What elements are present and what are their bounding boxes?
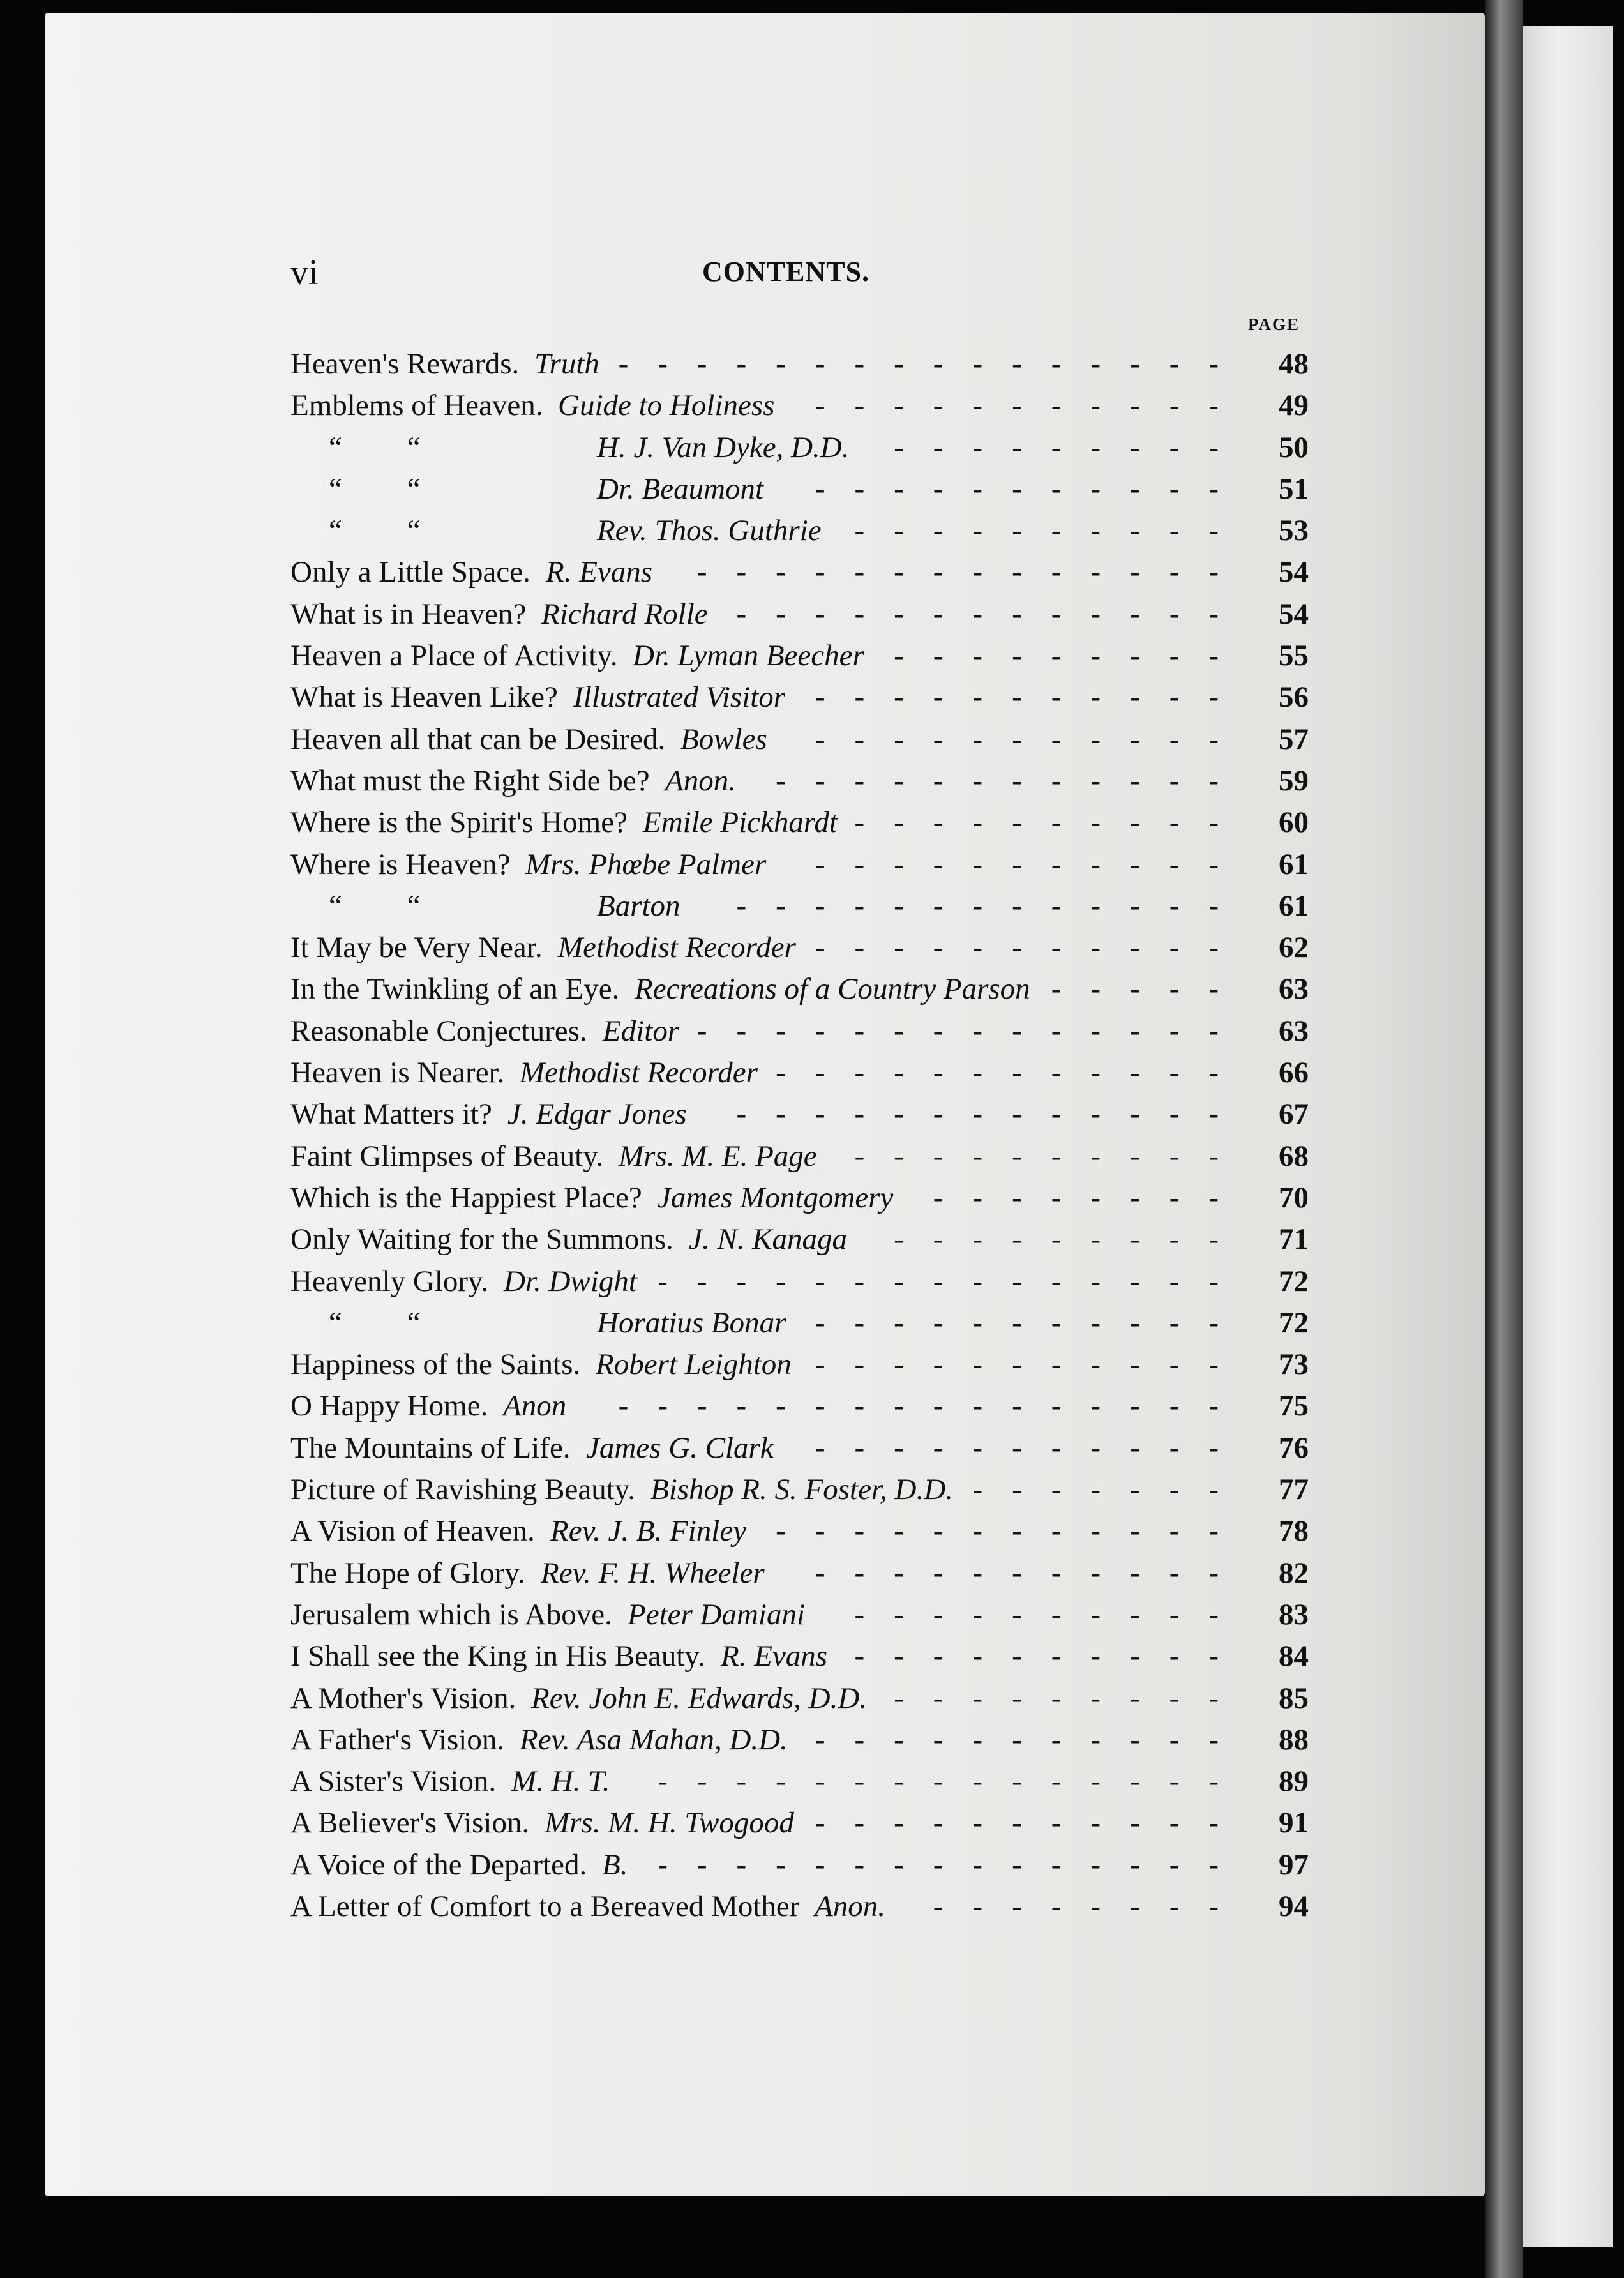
- dot-leader: -----------: [815, 389, 1248, 423]
- dot-leader: -----------: [815, 847, 1248, 881]
- entry-author: Anon: [503, 1389, 567, 1423]
- entry-page-number: 88: [1279, 1723, 1309, 1756]
- entry-title: A Mother's Vision.: [290, 1681, 516, 1715]
- entry-page-number: 56: [1279, 681, 1309, 714]
- entry-title: Faint Glimpses of Beauty.: [290, 1139, 604, 1173]
- dot-leader: -----------: [815, 722, 1248, 756]
- entry-author: R. Evans: [721, 1640, 828, 1673]
- dot-leader: ----------: [854, 1640, 1248, 1673]
- entry-author: James G. Clark: [586, 1431, 774, 1465]
- entry-title: Heavenly Glory.: [290, 1264, 489, 1298]
- dot-leader: ---------: [894, 639, 1248, 673]
- entry-title: Heaven's Rewards.: [290, 347, 520, 381]
- entry-title: A Believer's Vision.: [290, 1806, 530, 1840]
- entry-page-number: 53: [1279, 514, 1309, 548]
- dot-leader: ------------: [776, 764, 1248, 797]
- entry-author: Richard Rolle: [541, 597, 708, 631]
- entry-page-number: 67: [1279, 1098, 1309, 1131]
- entry-ditto-mark: “ “: [329, 430, 421, 464]
- entry-page-number: 78: [1279, 1514, 1309, 1548]
- entry-title: It May be Very Near.: [290, 931, 543, 965]
- dot-leader: --------------: [696, 1014, 1248, 1048]
- dot-leader: ---------------: [658, 1848, 1248, 1882]
- dot-leader: ----------: [854, 1597, 1248, 1631]
- book-gutter: [1485, 0, 1523, 2278]
- entry-author: Dr. Lyman Beecher: [633, 639, 864, 673]
- toc-entry: [290, 1678, 1309, 1719]
- entry-title: Heaven is Nearer.: [290, 1056, 505, 1090]
- toc-entry: [290, 1636, 1309, 1677]
- toc-entry: [290, 343, 1309, 385]
- entry-title: What is in Heaven?: [290, 597, 527, 631]
- entry-title: Happiness of the Saints.: [290, 1348, 581, 1382]
- toc-entry: [290, 969, 1309, 1010]
- toc-entry: [290, 1052, 1309, 1094]
- dot-leader: ---------: [894, 430, 1248, 464]
- dot-leader: ----------------: [618, 347, 1248, 381]
- toc-entry: [290, 1261, 1309, 1302]
- entry-page-number: 50: [1279, 430, 1309, 464]
- entry-page-number: 89: [1279, 1765, 1309, 1799]
- entry-author: Robert Leighton: [596, 1348, 792, 1382]
- running-head: CONTENTS.: [702, 256, 870, 287]
- toc-entry: [290, 594, 1309, 635]
- toc-entry: [290, 802, 1309, 843]
- dot-leader: -----------: [815, 1348, 1248, 1382]
- toc-entry: [290, 1136, 1309, 1177]
- entry-author: Emile Pickhardt: [643, 806, 838, 840]
- dot-leader: ------------: [776, 1056, 1248, 1090]
- entry-title: The Mountains of Life.: [290, 1431, 571, 1465]
- entry-page-number: 49: [1279, 389, 1309, 423]
- entry-page-number: 85: [1279, 1681, 1309, 1715]
- entry-title: Only Waiting for the Summons.: [290, 1223, 673, 1256]
- entry-page-number: 72: [1279, 1306, 1309, 1339]
- dot-leader: -------------: [736, 889, 1248, 923]
- entry-title: Where is the Spirit's Home?: [290, 806, 628, 840]
- dot-leader: -----------: [815, 1806, 1248, 1840]
- entry-page-number: 57: [1279, 722, 1309, 756]
- toc-entry: [290, 1177, 1309, 1219]
- entry-page-number: 51: [1279, 472, 1309, 506]
- dot-leader: -------------: [736, 597, 1248, 631]
- dot-leader: -----------: [815, 1556, 1248, 1590]
- entry-author: Recreations of a Country Parson: [635, 972, 1030, 1006]
- entry-page-number: 77: [1279, 1473, 1309, 1507]
- entry-title: Only a Little Space.: [290, 555, 530, 589]
- entry-author: Rev. J. B. Finley: [550, 1514, 747, 1548]
- entry-page-number: 91: [1279, 1806, 1309, 1840]
- entry-author: Editor: [603, 1014, 680, 1048]
- toc-entry: [290, 677, 1309, 718]
- entry-page-number: 97: [1279, 1848, 1309, 1882]
- dot-leader: ------------: [776, 1514, 1248, 1548]
- toc-entry: [290, 1385, 1309, 1427]
- entry-author: Dr. Beaumont: [597, 472, 764, 506]
- entry-title: O Happy Home.: [290, 1389, 488, 1423]
- entry-author: Mrs. M. E. Page: [619, 1139, 817, 1173]
- toc-entry: [290, 510, 1309, 552]
- entry-title: Picture of Ravishing Beauty.: [290, 1473, 635, 1507]
- entry-author: Anon.: [665, 764, 736, 797]
- entry-title: Heaven all that can be Desired.: [290, 722, 666, 756]
- dot-leader: ----------: [854, 1139, 1248, 1173]
- entry-page-number: 75: [1279, 1389, 1309, 1423]
- toc-entry: [290, 719, 1309, 760]
- entry-author: J. Edgar Jones: [508, 1098, 687, 1131]
- entry-title: Emblems of Heaven.: [290, 389, 543, 423]
- entry-page-number: 66: [1279, 1056, 1309, 1090]
- entry-page-number: 83: [1279, 1597, 1309, 1631]
- toc-entry: [290, 1219, 1309, 1260]
- toc-entry: [290, 469, 1309, 510]
- toc-entry: [290, 1302, 1309, 1344]
- entry-title: Where is Heaven?: [290, 847, 511, 881]
- entry-author: M. H. T.: [511, 1765, 610, 1799]
- toc-entry: [290, 385, 1309, 426]
- dot-leader: -----------: [815, 1723, 1248, 1756]
- toc-entry: [290, 1844, 1309, 1886]
- entry-page-number: 63: [1279, 1014, 1309, 1048]
- dot-leader: -----------: [815, 472, 1248, 506]
- entry-page-number: 82: [1279, 1556, 1309, 1590]
- entry-author: Illustrated Visitor: [573, 681, 786, 714]
- dot-leader: --------------: [696, 555, 1248, 589]
- toc-entry: [290, 1428, 1309, 1469]
- entry-title: A Vision of Heaven.: [290, 1514, 535, 1548]
- dot-leader: ---------------: [658, 1765, 1248, 1799]
- entry-author: Bishop R. S. Foster, D.D.: [650, 1473, 953, 1507]
- entry-ditto-mark: “ “: [329, 1306, 421, 1339]
- entry-title: What Matters it?: [290, 1098, 492, 1131]
- dot-leader: -----------: [815, 1306, 1248, 1339]
- entry-author: Rev. Thos. Guthrie: [597, 514, 822, 548]
- entry-title: A Father's Vision.: [290, 1723, 505, 1756]
- toc-entry: [290, 1344, 1309, 1385]
- entry-page-number: 62: [1279, 931, 1309, 965]
- entry-title: Jerusalem which is Above.: [290, 1597, 612, 1631]
- entry-page-number: 71: [1279, 1223, 1309, 1256]
- entry-page-number: 48: [1279, 347, 1309, 381]
- entry-author: Barton: [597, 889, 680, 923]
- entry-author: Mrs. M. H. Twogood: [545, 1806, 794, 1840]
- dot-leader: ----------: [854, 514, 1248, 548]
- entry-author: Rev. John E. Edwards, D.D.: [531, 1681, 868, 1715]
- entry-title: A Letter of Comfort to a Bereaved Mother: [290, 1889, 800, 1923]
- entry-author: Methodist Recorder: [520, 1056, 758, 1090]
- toc-entry: [290, 1553, 1309, 1594]
- entry-page-number: 72: [1279, 1264, 1309, 1298]
- entry-page-number: 54: [1279, 555, 1309, 589]
- entry-title: A Voice of the Departed.: [290, 1848, 587, 1882]
- toc-entry: [290, 844, 1309, 886]
- entry-page-number: 84: [1279, 1640, 1309, 1673]
- entry-author: Rev. F. H. Wheeler: [541, 1556, 765, 1590]
- toc-entry: [290, 927, 1309, 969]
- entry-page-number: 63: [1279, 972, 1309, 1006]
- entry-author: Guide to Holiness: [558, 389, 775, 423]
- entry-title: I Shall see the King in His Beauty.: [290, 1640, 705, 1673]
- dot-leader: --------: [933, 1889, 1248, 1923]
- entry-title: A Sister's Vision.: [290, 1765, 497, 1799]
- entry-author: J. N. Kanaga: [689, 1223, 848, 1256]
- entry-author: Bowles: [680, 722, 767, 756]
- entry-page-number: 60: [1279, 806, 1309, 840]
- toc-entry: [290, 1011, 1309, 1052]
- toc-entry: [290, 1886, 1309, 1927]
- dot-leader: -----: [1051, 972, 1248, 1006]
- dot-leader: -----------: [815, 681, 1248, 714]
- entry-author: B.: [602, 1848, 628, 1882]
- entry-page-number: 61: [1279, 847, 1309, 881]
- dot-leader: -------: [972, 1473, 1248, 1507]
- page-folio: vi: [290, 253, 319, 292]
- toc-entry: [290, 1094, 1309, 1135]
- entry-title: Which is the Happiest Place?: [290, 1180, 642, 1214]
- entry-page-number: 70: [1279, 1180, 1309, 1214]
- dot-leader: ----------------: [618, 1389, 1248, 1423]
- entry-ditto-mark: “ “: [329, 514, 421, 548]
- entry-author: Rev. Asa Mahan, D.D.: [520, 1723, 788, 1756]
- entry-title: Heaven a Place of Activity.: [290, 639, 618, 673]
- dot-leader: ---------: [894, 1681, 1248, 1715]
- dot-leader: --------: [933, 1180, 1248, 1214]
- toc-entry: [290, 552, 1309, 593]
- entry-page-number: 61: [1279, 889, 1309, 923]
- entry-page-number: 73: [1279, 1348, 1309, 1382]
- entry-title: What must the Right Side be?: [290, 764, 650, 797]
- page-column-label: PAGE: [1248, 315, 1300, 334]
- entry-page-number: 94: [1279, 1889, 1309, 1923]
- entry-page-number: 55: [1279, 639, 1309, 673]
- entry-page-number: 68: [1279, 1139, 1309, 1173]
- entry-author: Methodist Recorder: [558, 931, 796, 965]
- toc-entry: [290, 1594, 1309, 1636]
- toc-entry: [290, 886, 1309, 927]
- dot-leader: -----------: [815, 1431, 1248, 1465]
- contents-list: [290, 343, 1309, 1927]
- entry-page-number: 59: [1279, 764, 1309, 797]
- entry-page-number: 54: [1279, 597, 1309, 631]
- dot-leader: ---------------: [658, 1264, 1248, 1298]
- dot-leader: ---------: [894, 1223, 1248, 1256]
- toc-entry: [290, 427, 1309, 469]
- entry-author: James Montgomery: [658, 1180, 894, 1214]
- entry-title: In the Twinkling of an Eye.: [290, 972, 620, 1006]
- dot-leader: -------------: [736, 1098, 1248, 1131]
- entry-author: Dr. Dwight: [504, 1264, 637, 1298]
- toc-entry: [290, 635, 1309, 677]
- toc-entry: [290, 1511, 1309, 1552]
- entry-author: Truth: [534, 347, 599, 381]
- entry-page-number: 76: [1279, 1431, 1309, 1465]
- entry-author: Horatius Bonar: [597, 1306, 786, 1339]
- entry-author: Anon.: [815, 1889, 885, 1923]
- dot-leader: ----------: [854, 806, 1248, 840]
- entry-author: Peter Damiani: [628, 1597, 806, 1631]
- entry-author: H. J. Van Dyke, D.D.: [597, 430, 850, 464]
- entry-title: What is Heaven Like?: [290, 681, 558, 714]
- toc-entry: [290, 1761, 1309, 1802]
- toc-entry: [290, 1802, 1309, 1844]
- toc-entry: [290, 1469, 1309, 1511]
- toc-entry: [290, 760, 1309, 802]
- dot-leader: -----------: [815, 931, 1248, 965]
- entry-title: The Hope of Glory.: [290, 1556, 525, 1590]
- facing-page-edge: [1523, 26, 1613, 2247]
- entry-author: Mrs. Phœbe Palmer: [525, 847, 767, 881]
- entry-ditto-mark: “ “: [329, 889, 421, 923]
- toc-entry: [290, 1719, 1309, 1761]
- entry-ditto-mark: “ “: [329, 472, 421, 506]
- entry-author: R. Evans: [546, 555, 653, 589]
- entry-title: Reasonable Conjectures.: [290, 1014, 587, 1048]
